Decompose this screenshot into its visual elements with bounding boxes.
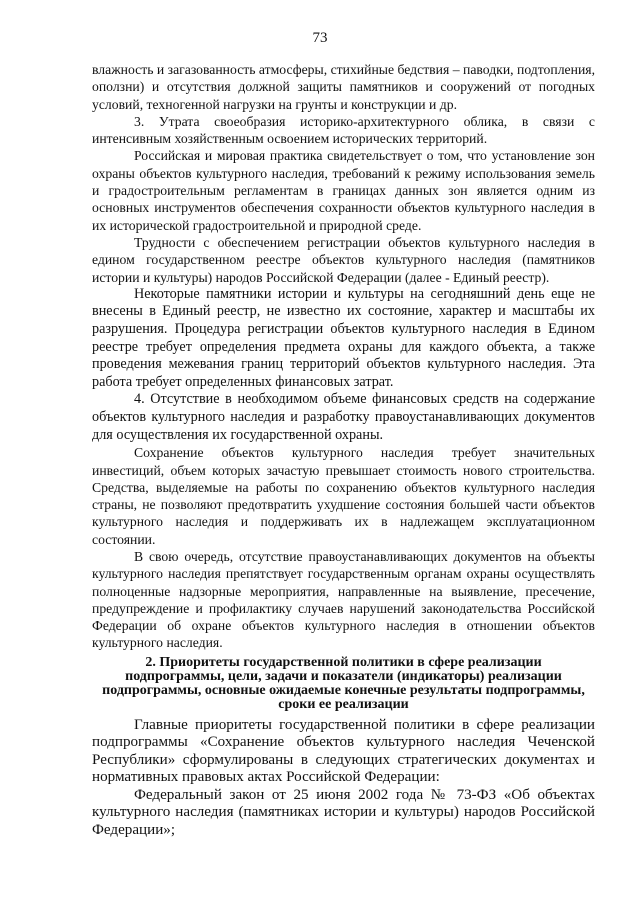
paragraph-9: Главные приоритеты государственной политики в сфере реализации подпрограммы «Сохранение объектов культурного наследия Чеченской Республики» сформулированы в следующих стратегических документах и нормативных правовых актах Российской Федерации: xyxy=(92,716,595,786)
paragraph-1: влажность и загазованность атмосферы, стихийные бедствия – паводки, подтопления, оползни) и отсутствия должной защиты памятников и сооружений от погодных условий, техногенной нагрузки на грунты и конструкции и др. xyxy=(92,62,595,112)
document-body xyxy=(92,61,595,839)
paragraph-4: Трудности с обеспечением регистрации объектов культурного наследия в едином государственном реестре объектов культурного наследия (памятников истории и культуры) народов Российской Федерации (далее - Единый реестр). xyxy=(92,234,595,285)
paragraph-2: 3. Утрата своеобразия историко-архитектурного облика, в связи с интенсивным хозяйственным освоением исторических территорий. xyxy=(92,113,595,147)
section-heading: 2. Приоритеты государственной политики в сфере реализации подпрограммы, цели, задачи и показатели (индикаторы) реализации подпрограммы, основные ожидаемые конечные результаты подпрограммы, сроки ее реализации xyxy=(102,654,585,713)
paragraph-8: В свою очередь, отсутствие правоустанавливающих документов на объекты культурного наследия препятствует государственным органам охраны осуществлять полноценные надзорные мероприятия, направленные на выявление, пресечение, предупреждение и профилактику случаев нарушений законодательства Российской Федерации об охране объектов культурного наследия в отношении объектов культурного наследия. xyxy=(92,548,595,651)
page-number: 73 xyxy=(312,30,328,46)
paragraph-3: Российская и мировая практика свидетельствует о том, что установление зон охраны объектов культурного наследия, требований к режиму использования земель и градостроительным регламентам в границах данных зон является одним из основных инструментов обеспечения сохранности объектов культурного наследия в их исторической градостроительной и природной среде. xyxy=(92,148,595,233)
paragraph-5: Некоторые памятники истории и культуры на сегодняшний день еще не внесены в Единый реестр, не известно их состояние, характер и масштабы их разрушения. Процедура регистрации объектов культурного наследия в Едином реестре требует определения предмета охраны для каждого объекта, а также проведения межевания границ территорий объектов культурного наследия. Эта работа требует определенных финансовых затрат. xyxy=(92,285,595,390)
paragraph-10: Федеральный закон от 25 июня 2002 года № 73-ФЗ «Об объектах культурного наследия (памятниках истории и культуры) народов Российской Федерации»; xyxy=(92,786,595,838)
paragraph-7: Сохранение объектов культурного наследия требует значительных инвестиций, объем которых зачастую превышает стоимость нового строительства. Средства, выделяемые на работы по сохранению объектов культурного наследия страны, не позволяют предотвратить ухудшение состояния большей части объектов культурного наследия и поддерживать их в надлежащем эксплуатационном состоянии. xyxy=(92,445,595,547)
paragraph-6: 4. Отсутствие в необходимом объеме финансовых средств на содержание объектов культурного наследия и разработку правоустанавливающих документов для осуществления их государственной охраны. xyxy=(92,391,595,443)
